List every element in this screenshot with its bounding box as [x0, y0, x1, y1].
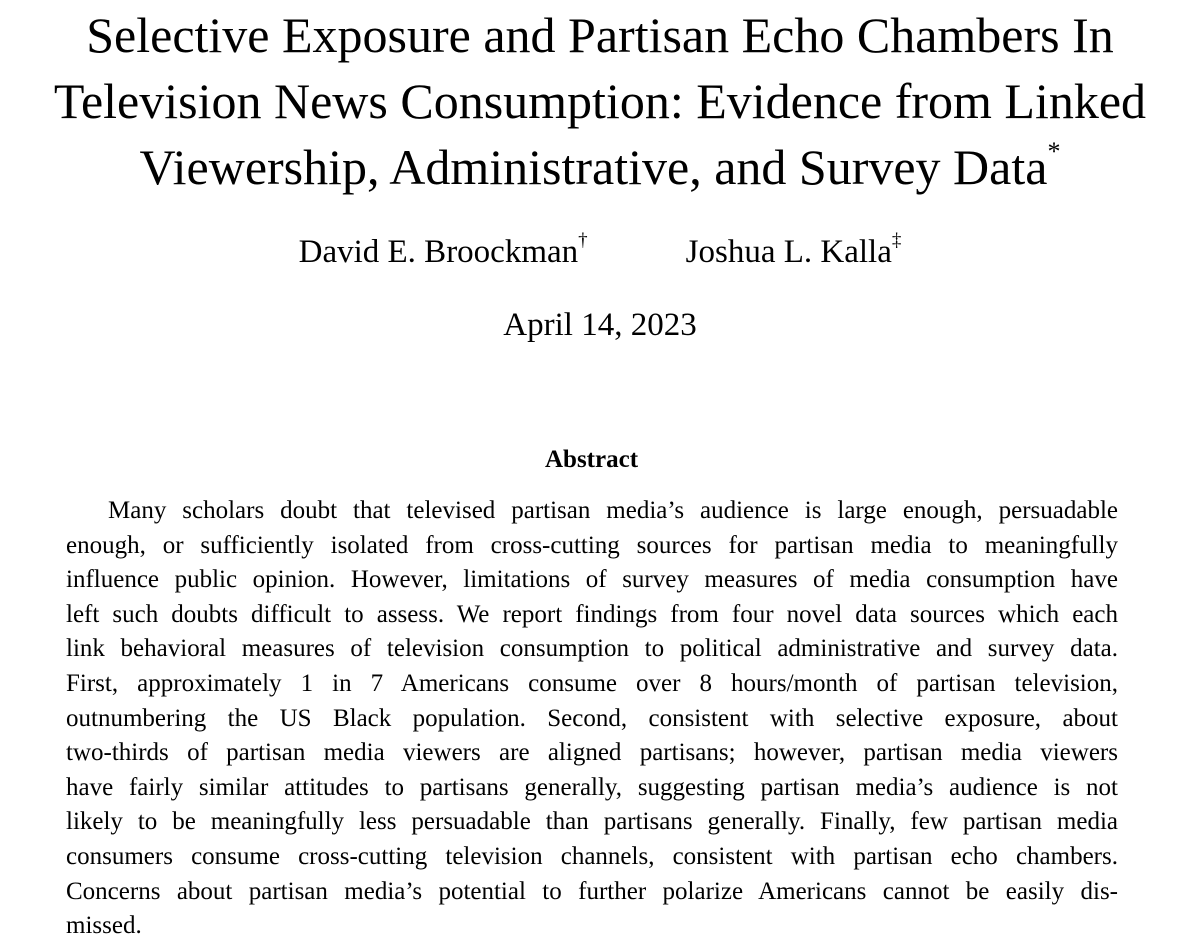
abstract-line: Concerns about partisan media’s potential to further polarize Americans cannot be easily dis-: [66, 877, 1118, 905]
title-line-3: Viewership, Administrative, and Survey Data: [139, 139, 1048, 195]
author-footnote-mark: †: [578, 230, 588, 251]
abstract-line: Many scholars doubt that televised partisan media’s audience is large enough, persuadable: [108, 497, 1118, 524]
abstract-line: First, approximately 1 in 7 Americans consume over 8 hours/month of partisan television,: [66, 669, 1118, 697]
title-line-2: Television News Consumption: Evidence from Linked: [53, 73, 1147, 129]
author-list: [0, 230, 1200, 274]
abstract-line: likely to be meaningfully less persuadable than partisans generally. Finally, few partisan media: [66, 808, 1118, 836]
title-footnote-mark: *: [1047, 137, 1061, 167]
abstract-line: left such doubts difficult to assess. We report findings from four novel data sources which each: [66, 600, 1118, 628]
author-name: David E. Broockman: [298, 234, 579, 270]
paper-title: [0, 2, 1200, 200]
abstract-line: influence public opinion. However, limitations of survey measures of media consumption have: [66, 566, 1118, 594]
abstract-line: have fairly similar attitudes to partisans generally, suggesting partisan media’s audience is not: [66, 773, 1118, 801]
abstract-line: consumers consume cross-cutting television channels, consistent with partisan echo chambers.: [66, 842, 1118, 870]
abstract-line: missed.: [66, 912, 142, 940]
publication-date: April 14, 2023: [503, 307, 697, 343]
abstract-line: link behavioral measures of television consumption to political administrative and survey data.: [66, 635, 1118, 663]
author-kalla: [686, 230, 902, 274]
abstract-line: enough, or sufficiently isolated from cross-cutting sources for partisan media to meaningfully: [66, 531, 1118, 559]
abstract-line: two-thirds of partisan media viewers are aligned partisans; however, partisan media viewers: [66, 739, 1118, 767]
author-name: Joshua L. Kalla: [685, 234, 892, 270]
author-footnote-mark: ‡: [891, 230, 902, 251]
abstract-line: outnumbering the US Black population. Second, consistent with selective exposure, about: [66, 704, 1118, 732]
author-broockman: [299, 230, 588, 274]
abstract-body: [66, 494, 1118, 944]
abstract-heading: Abstract: [544, 446, 639, 473]
title-line-1: Selective Exposure and Partisan Echo Chambers In: [86, 7, 1114, 63]
